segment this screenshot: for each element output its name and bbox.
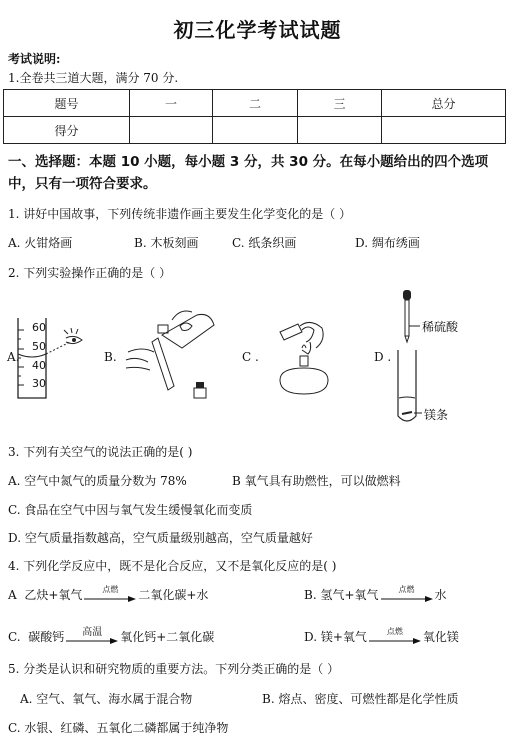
pouring-liquid-illustration bbox=[102, 290, 222, 400]
q5-option-c[interactable]: C. 水银、红磷、五氧化二磷都属于纯净物 bbox=[8, 721, 229, 735]
score-row-label: 得分 bbox=[4, 117, 130, 144]
arrow-icon bbox=[84, 596, 136, 602]
magnesium-label: 镁条 bbox=[424, 408, 449, 422]
q1-option-b[interactable]: B. 木板刻画 bbox=[134, 236, 199, 250]
arrow-icon bbox=[381, 596, 433, 602]
section1-instruction-line1: 一、选择题：本题 10 小题，每小题 3 分，共 30 分。在每小题给出的四个选项 bbox=[8, 154, 489, 170]
q1-option-a[interactable]: A. 火钳烙画 bbox=[8, 236, 73, 250]
score-header-cell: 题号 bbox=[4, 90, 130, 117]
q4-d-reactants: 镁+氧气 bbox=[320, 630, 367, 644]
cylinder-tick-label: 50 bbox=[32, 340, 46, 353]
q2-figure-a[interactable] bbox=[6, 290, 96, 400]
q4-a-products: 二氧化碳+水 bbox=[138, 588, 209, 602]
cylinder-tick-label: 40 bbox=[32, 359, 46, 372]
q4-c-label: C. bbox=[8, 629, 21, 644]
reaction-arrow bbox=[66, 626, 118, 645]
q2-label-b: B. bbox=[104, 350, 117, 364]
score-table-score-row bbox=[4, 117, 506, 144]
score-table bbox=[3, 89, 506, 144]
q2-figure-d[interactable] bbox=[372, 288, 512, 428]
q1-stem: 1. 讲好中国故事，下列传统非遗作画主要发生化学变化的是（ ） bbox=[8, 207, 352, 221]
q3-option-b[interactable]: B 氧气具有助燃性，可以做燃料 bbox=[232, 474, 401, 488]
q4-option-b[interactable] bbox=[304, 586, 447, 603]
score-header-cell: 总分 bbox=[382, 90, 506, 117]
q4-b-products: 水 bbox=[434, 588, 447, 602]
q2-label-c: C . bbox=[242, 350, 259, 364]
q4-b-reactants: 氢气+氧气 bbox=[320, 588, 379, 602]
score-input-cell[interactable] bbox=[298, 117, 382, 144]
page-title: 初三化学考试试题 bbox=[173, 18, 342, 42]
reaction-arrow bbox=[369, 626, 421, 645]
reaction-condition: 高温 bbox=[82, 626, 103, 638]
q4-a-reactants: 乙炔+氧气 bbox=[24, 588, 83, 602]
score-input-cell[interactable] bbox=[213, 117, 298, 144]
cylinder-tick-label: 60 bbox=[32, 321, 46, 334]
acid-label: 稀硫酸 bbox=[422, 320, 459, 334]
q4-option-a[interactable] bbox=[8, 586, 208, 603]
q2-figure-c[interactable] bbox=[240, 290, 360, 400]
score-input-cell[interactable] bbox=[382, 117, 506, 144]
q4-d-products: 氧化镁 bbox=[422, 630, 459, 644]
reaction-condition: 点燃 bbox=[398, 584, 415, 594]
reaction-arrow bbox=[381, 584, 433, 603]
score-table-header-row bbox=[4, 90, 506, 117]
q5-stem: 5. 分类是认识和研究物质的重要方法。下列分类正确的是（ ） bbox=[8, 662, 340, 676]
q5-option-a[interactable]: A. 空气、氧气、海水属于混合物 bbox=[20, 692, 193, 706]
alcohol-lamp-illustration bbox=[240, 290, 360, 400]
arrow-icon bbox=[369, 638, 421, 644]
q3-stem: 3. 下列有关空气的说法正确的是( ) bbox=[8, 445, 193, 459]
section1-instruction-line2: 中，只有一项符合要求。 bbox=[8, 176, 157, 192]
reaction-condition: 点燃 bbox=[102, 584, 119, 594]
reaction-condition: 点燃 bbox=[386, 626, 403, 636]
q4-b-label: B. bbox=[304, 587, 317, 602]
q4-c-products: 氧化钙+二氧化碳 bbox=[120, 630, 215, 644]
q3-option-c[interactable]: C. 食品在空气中因与氧气发生缓慢氧化而变质 bbox=[8, 503, 253, 517]
cylinder-tick-label: 30 bbox=[32, 377, 46, 390]
q5-option-b[interactable]: B. 熔点、密度、可燃性都是化学性质 bbox=[262, 692, 459, 706]
score-input-cell[interactable] bbox=[130, 117, 213, 144]
q3-option-d[interactable]: D. 空气质量指数越高，空气质量级别越高，空气质量越好 bbox=[8, 531, 313, 545]
score-header-cell: 三 bbox=[298, 90, 382, 117]
q2-figure-b[interactable] bbox=[102, 290, 222, 400]
score-header-cell: 一 bbox=[130, 90, 213, 117]
q2-label-a: A. bbox=[7, 350, 20, 364]
q2-stem: 2. 下列实验操作正确的是（ ） bbox=[8, 266, 172, 280]
q4-option-c[interactable] bbox=[8, 628, 214, 645]
q4-stem: 4. 下列化学反应中，既不是化合反应，又不是氧化反应的是( ) bbox=[8, 559, 337, 573]
q1-option-d[interactable]: D. 绸布绣画 bbox=[355, 236, 420, 250]
q2-label-d: D . bbox=[374, 350, 392, 364]
score-header-cell: 二 bbox=[213, 90, 298, 117]
q4-d-label: D. bbox=[304, 629, 318, 644]
graduated-cylinder-illustration bbox=[6, 290, 96, 400]
q3-option-a[interactable]: A. 空气中氮气的质量分数为 78% bbox=[8, 474, 187, 488]
instructions-heading: 考试说明: bbox=[8, 52, 61, 66]
q4-option-d[interactable] bbox=[304, 628, 459, 645]
q1-option-c[interactable]: C. 纸条织画 bbox=[232, 236, 297, 250]
q4-a-label: A bbox=[8, 587, 17, 602]
arrow-icon bbox=[66, 638, 118, 644]
reaction-arrow bbox=[84, 584, 136, 603]
instructions-line: 1.全卷共三道大题，满分 70 分. bbox=[8, 71, 179, 85]
q4-c-reactants: 碳酸钙 bbox=[28, 630, 65, 644]
